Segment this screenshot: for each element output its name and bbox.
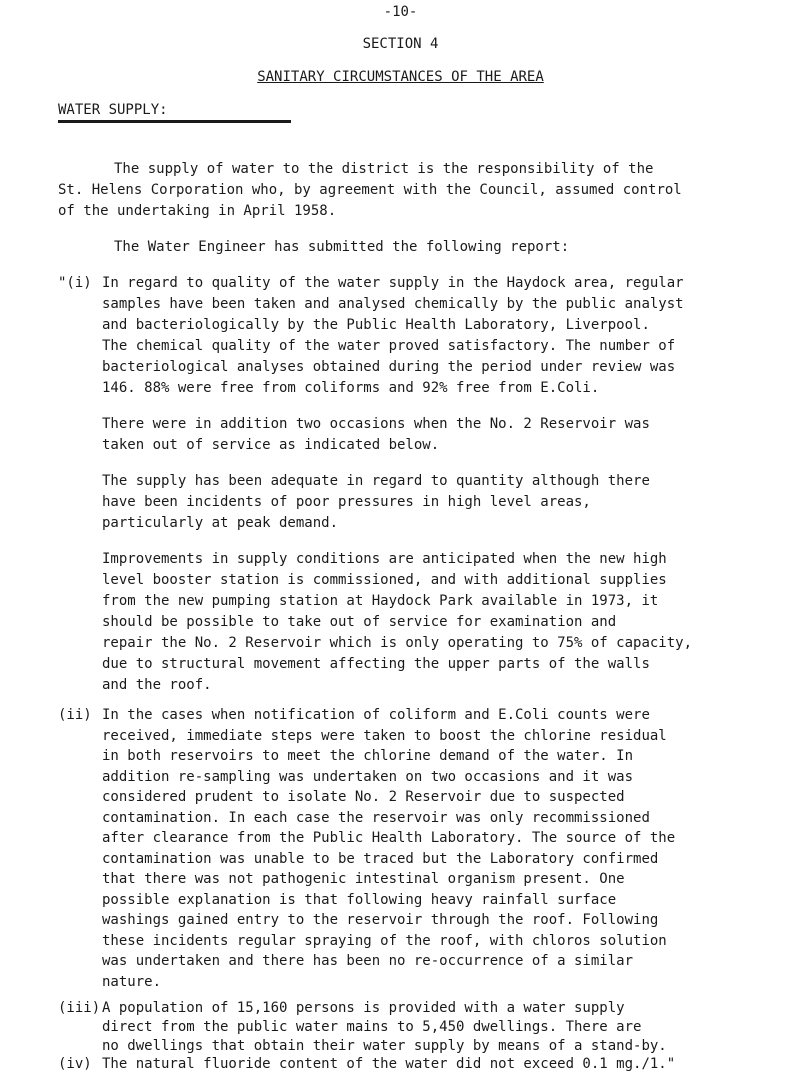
item-ii-line: nature. [102,973,162,990]
section-number: SECTION 4 [362,36,439,52]
item-ii-line: that there was not pathogenic intestinal organism present. One [102,871,625,887]
item-ii-line: in both reservoirs to meet the chlorine demand of the water. In [102,748,634,764]
item-i-line: samples have been taken and analysed chemically by the public analyst [102,296,684,312]
item-ii-line: considered prudent to isolate No. 2 Reservoir due to suspected [102,789,625,805]
item-ii-line: was undertaken and there has been no re-occurrence of a similar [102,953,634,969]
item-ii-line: possible explanation is that following heavy rainfall surface [102,891,617,908]
item-i-line: repair the No. 2 Reservoir which is only operating to 75% of capacity, [102,635,693,651]
item-iii-marker: (iii) [58,1000,101,1016]
item-i-line: taken out of service as indicated below. [102,437,440,453]
item-i-line: level booster station is commissioned, and with additional supplies [102,572,667,588]
item-ii-marker: (ii) [58,707,92,723]
item-i-line: Improvements in supply conditions are anticipated when the new high [102,551,667,567]
section-title: SANITARY CIRCUMSTANCES OF THE AREA [257,69,544,85]
item-i-line: and the roof. [102,677,212,693]
item-iii-line: A population of 15,160 persons is provided with a water supply [102,1000,625,1016]
item-i-line: In regard to quality of the water supply in the Haydock area, regular [102,275,684,291]
item-iii-line: no dwellings that obtain their water supply by means of a stand-by. [102,1038,667,1054]
item-ii-line: washings gained entry to the reservoir through the roof. Following [102,912,659,928]
item-i-marker: "(i) [58,275,92,291]
item-i-line: have been incidents of poor pressures in high level areas, [102,494,591,510]
item-iv-line: The natural fluoride content of the water did not exceed 0.1 mg./1." [102,1056,676,1072]
intro-line: St. Helens Corporation who, by agreement with the Council, assumed control [58,182,682,198]
item-i-line: The chemical quality of the water proved satisfactory. The number of [102,338,676,354]
water-supply-heading: WATER SUPPLY: [58,102,168,118]
item-ii-line: contamination. In each case the reservoir was only recommissioned [102,809,650,826]
item-ii-line: these incidents regular spraying of the roof, with chloros solution [102,932,667,949]
item-i-line: 146. 88% were free from coliforms and 92% free from E.Coli. [102,380,600,396]
item-i-line: The supply has been adequate in regard to quantity although there [102,473,650,489]
item-i-line: particularly at peak demand. [102,515,339,531]
heading-underline [58,120,291,123]
intro-line: of the undertaking in April 1958. [58,203,337,219]
report-intro: The Water Engineer has submitted the following report: [114,239,570,255]
item-i-line: should be possible to take out of service for examination and [102,614,617,630]
item-i-line: due to structural movement affecting the upper parts of the walls [102,656,650,672]
page-number: -10- [383,4,418,20]
item-ii-line: after clearance from the Public Health Laboratory. The source of the [102,830,676,846]
item-ii-line: addition re-sampling was undertaken on two occasions and it was [102,768,634,785]
item-i-line: There were in addition two occasions when the No. 2 Reservoir was [102,416,650,432]
item-ii-line: In the cases when notification of coliform and E.Coli counts were [102,707,650,723]
item-iii-line: direct from the public water mains to 5,450 dwellings. There are [102,1019,642,1035]
item-i-line: from the new pumping station at Haydock Park available in 1973, it [102,593,659,609]
intro-line: The supply of water to the district is the responsibility of the [114,161,654,177]
item-ii-line: contamination was unable to be traced but the Laboratory confirmed [102,850,659,867]
item-i-line: and bacteriologically by the Public Health Laboratory, Liverpool. [102,317,650,333]
item-i-line: bacteriological analyses obtained during the period under review was [102,359,676,375]
item-ii-line: received, immediate steps were taken to boost the chlorine residual [102,727,667,744]
item-iv-marker: (iv) [58,1056,92,1072]
